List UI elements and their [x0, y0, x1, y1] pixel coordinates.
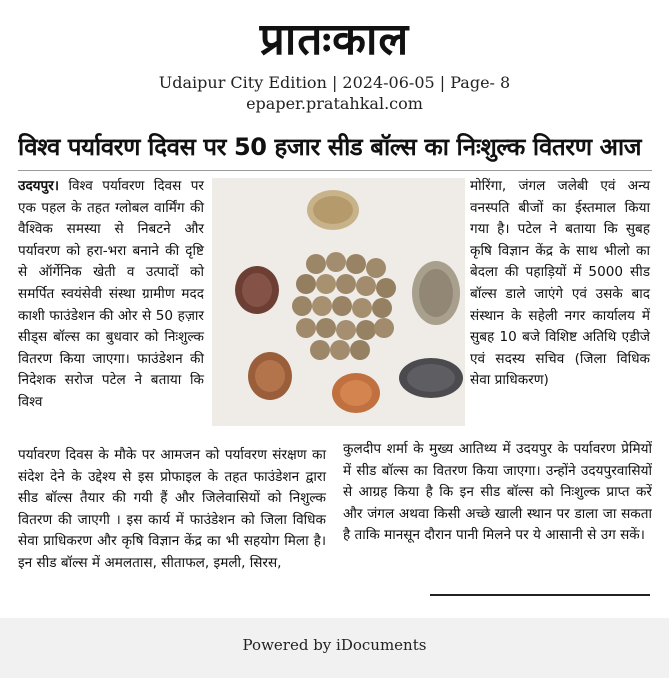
article-column-left: [18, 176, 204, 414]
divider: [18, 170, 652, 171]
seed-balls-photo: [212, 178, 465, 426]
powered-by-text[interactable]: Powered by iDocuments: [242, 636, 427, 654]
seed-balls-image: [212, 178, 465, 426]
newspaper-logo: प्रातःकाल: [259, 14, 410, 65]
edition-line: Udaipur City Edition | 2024-06-05 | Page- 8: [158, 73, 511, 92]
article-column-bottom-right: [343, 439, 652, 547]
article-text-bottom-right: कुलदीप शर्मा के मुख्य आतिथ्य में उदयपुर के पर्यावरण प्रेमियों में सीड बॉल्स का वितरण किया जाएगा। उन्होंने उदयपुरवासियों से आग्रह किया है कि इन सीड बॉल्स को निःशुल्क प्राप्त करें और जंगल अथवा किसी अच्छे खाली स्थान पर डाला जा सकता है ताकि मानसून दौरान पानी मिलने पर ये आसानी से उग सकें।: [343, 441, 652, 544]
masthead: [0, 14, 669, 66]
article-clipping: [18, 108, 652, 594]
divider: [430, 594, 650, 596]
dateline: उदयपुर।: [18, 178, 59, 194]
article-text-right: मोरिंगा, जंगल जलेबी एवं अन्य वनस्पति बीजों का ईस्तमाल किया गया है। पटेल ने बताया कि सुबह कृषि विज्ञान केंद्र के साथ भीलो का बेदला की पहाड़ियों में 5000 सीड बॉल्स डाले जाएंगे एवं उसके बाद संस्थान के सहेली नगर कार्यालय में सुबह 10 बजे विशिष्ट अतिथि एडीजे एवं सदस्य सचिव (जिला विधिक सेवा प्राधिकरण): [470, 178, 650, 389]
cropped-previous-text: [18, 108, 652, 118]
article-headline: विश्व पर्यावरण दिवस पर 50 हजार सीड बॉल्स का निःशुल्क वितरण आज: [18, 133, 642, 161]
epaper-url[interactable]: epaper.pratahkal.com: [246, 94, 423, 113]
article-column-bottom-left: [18, 445, 326, 575]
article-text-bottom-left: पर्यावरण दिवस के मौके पर आमजन को पर्यावरण संरक्षण का संदेश देने के उद्देश्य से इस प्रोफाइल के तहत फाउंडेशन द्वारा सीड बॉल्स तैयार की गयी हैं और जिलेवासियों को निशुल्क वितरण की जाएगी । इस कार्य में फाउंडेशन को जिला विधिक सेवा प्राधिकरण और कृषि विज्ञान केंद्र का भी सहयोग मिला है। इन सीड बॉल्स में अमलतास, सीताफल, इमली, सिरस,: [18, 447, 326, 571]
article-text-left: विश्व पर्यावरण दिवस पर एक पहल के तहत ग्लोबल वार्मिंग की वैश्विक समस्या से निबटने और पर्यावरण को हरा-भरा बनाने की दृष्टि से ऑर्गेनिक खेती व उत्पादों को समर्पित स्वयंसेवी संस्था ग्रामीण मदद काशी फाउंडेशन की ओर से 50 हज़ार सीड्स बॉल्स का बुधवार को निःशुल्क वितरण किया जाएगा। फाउंडेशन की निदेशक सरोज पटेल ने बताया कि विश्व: [18, 178, 204, 410]
article-column-right: [470, 176, 650, 392]
